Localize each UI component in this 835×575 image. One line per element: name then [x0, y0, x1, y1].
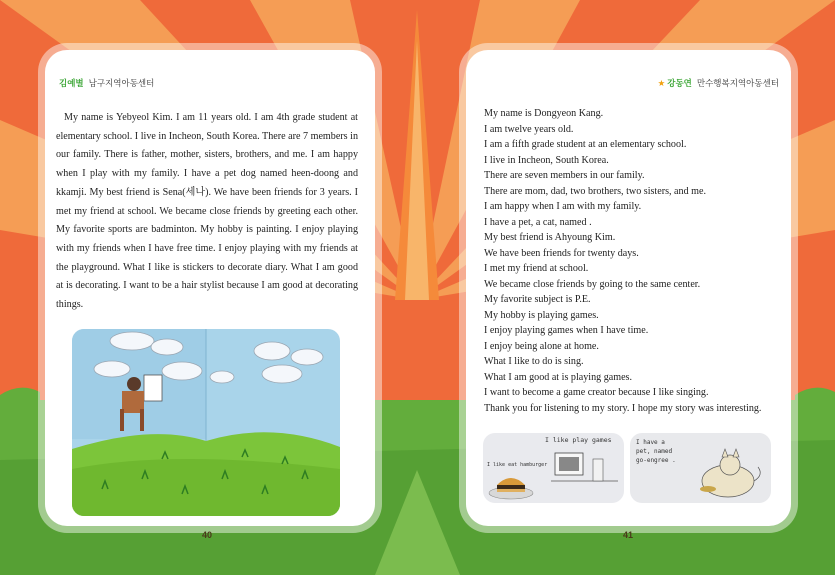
- story-line: Thank you for listening to my story. I hope my story was interesting.: [484, 402, 762, 414]
- drawing-caption: I have a: [636, 439, 665, 446]
- author-name: 강동연: [667, 78, 692, 88]
- story-line: We became close friends by going to the same center.: [484, 278, 701, 290]
- story-line: I am happy when I am with my family.: [484, 201, 642, 212]
- story-line: My hobby is playing games.: [484, 309, 599, 321]
- story-line: There are mom, dad, two brothers, two sisters, and me.: [484, 185, 707, 197]
- child-drawing-cat: [630, 433, 771, 503]
- story-line: My favorite subject is P.E.: [484, 294, 591, 305]
- story-line: I want to become a game creator because I like singing.: [484, 387, 709, 398]
- child-drawing-painting: [72, 329, 340, 516]
- story-text: My name is Yebyeol Kim. I am 11 years old. I am 4th grade student at elementary school. I live in Incheon, South Korea. There are 7 members in our family. There is father, mother, sisters, brothers, and me. I am happy when I play with my family. I have a pet dog named heen-doong and kkamji. My best friend is Sena(세나). We have been friends for 3 years. I met my friend at school. We became close friends by greeting each other. My favorite sports are badminton. My hobby is painting. I enjoy playing with my friends when I have free time. I enjoy playing with my friends at the playground. What I like is stickers to decorate diary. What I am good at is decorating. I want to be a hair stylist because I am good at decorating things.: [56, 112, 358, 311]
- story-line: I live in Incheon, South Korea.: [484, 154, 609, 166]
- story-line: What I am good at is playing games.: [484, 371, 633, 383]
- story-line: I have a pet, a cat, named .: [484, 216, 592, 228]
- story-text: [484, 106, 784, 416]
- author-name: 김예별: [59, 78, 84, 88]
- drawing-caption: I like play games: [545, 436, 612, 444]
- story-line: We have been friends for twenty days.: [484, 247, 639, 259]
- page-header: [57, 77, 154, 89]
- story-line: I enjoy playing games when I have time.: [484, 325, 649, 336]
- star-icon: ★: [657, 78, 666, 88]
- story-line: I am twelve years old.: [484, 123, 574, 135]
- center-name: 만수행복지역아동센터: [696, 78, 779, 88]
- story-line: My name is Dongyeon Kang.: [484, 108, 604, 119]
- story-line: My best friend is Ahyoung Kim.: [484, 232, 616, 243]
- child-drawing-games: [483, 433, 624, 503]
- story-line: What I like to do is sing.: [484, 356, 584, 367]
- drawing-caption: go-engree .: [636, 457, 676, 464]
- story-line: I am a fifth grade student at an elementary school.: [484, 139, 687, 150]
- drawing-caption: I like eat hamburger: [487, 462, 548, 468]
- right-page: [466, 50, 791, 526]
- story-line: I met my friend at school.: [484, 263, 589, 274]
- drawing-caption: pet, named: [636, 448, 673, 455]
- page-number: 41: [623, 530, 634, 540]
- page-header: [658, 77, 779, 89]
- story-line: There are seven members in our family.: [484, 170, 645, 181]
- story-line: I enjoy being alone at home.: [484, 340, 599, 352]
- page-number: 40: [202, 530, 213, 540]
- center-name: 남구지역아동센터: [88, 78, 155, 88]
- left-page: [45, 50, 375, 526]
